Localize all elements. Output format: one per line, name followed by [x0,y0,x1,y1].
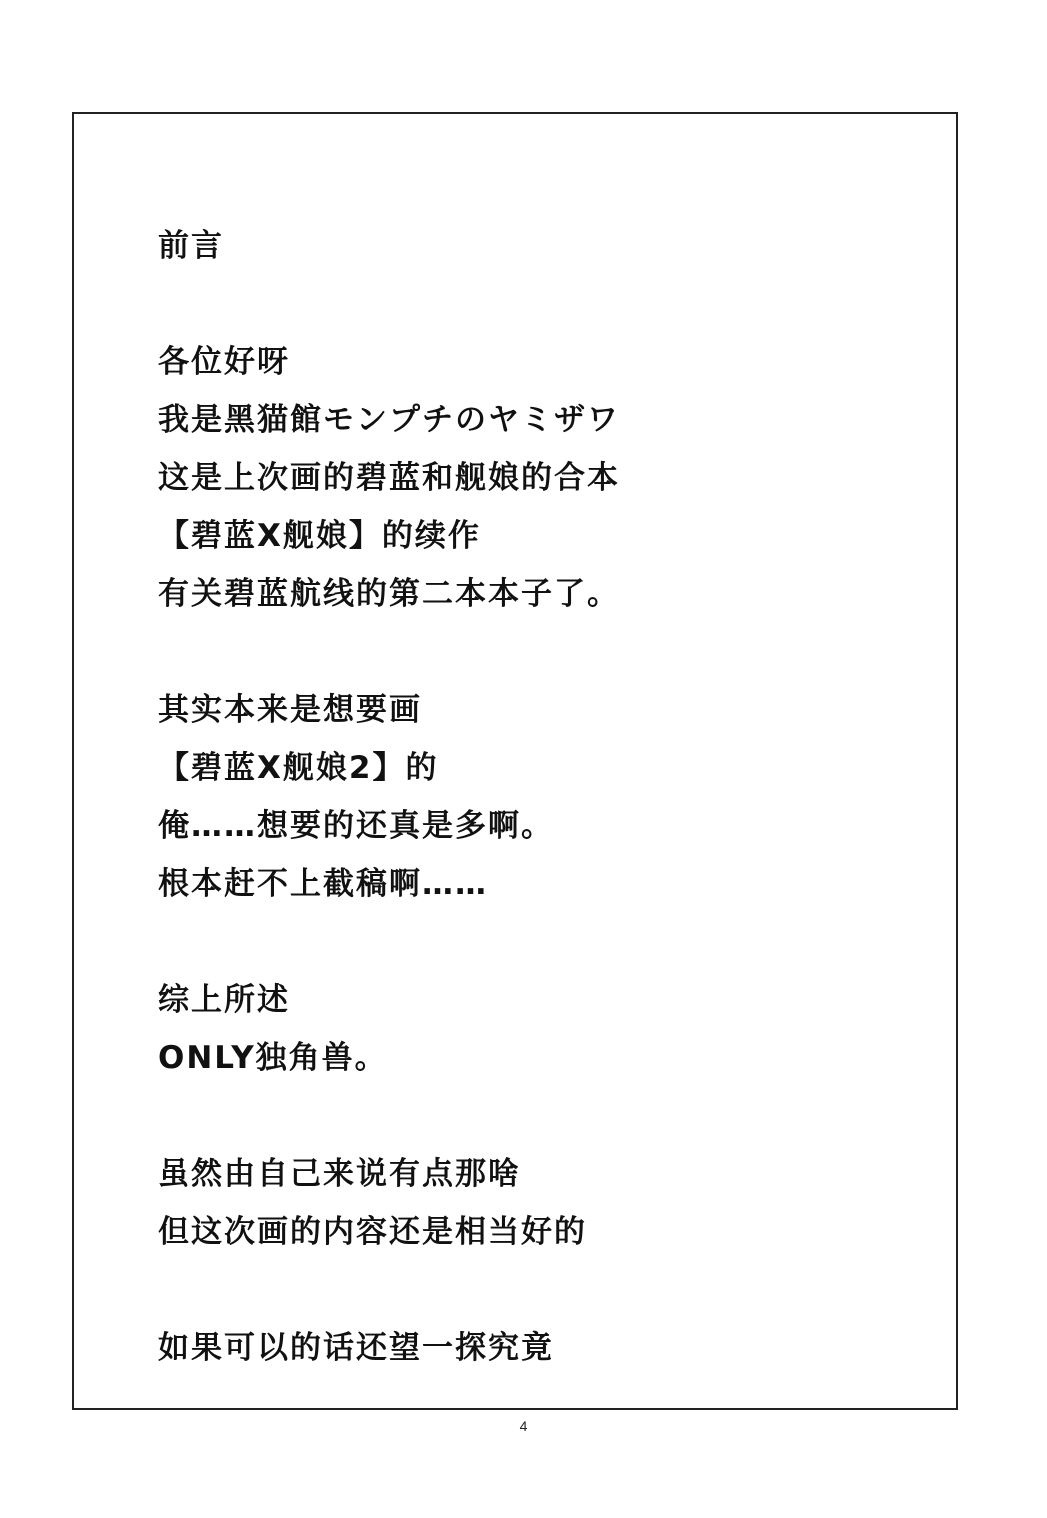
text-line: ONLY独角兽。 [158,1040,388,1076]
text-line: 但这次画的内容还是相当好的 [158,1214,587,1250]
text-line: 虽然由自己来说有点那啥 [158,1156,521,1192]
text-line: 其实本来是想要画 [158,692,422,728]
text-line: 俺……想要的还真是多啊。 [158,808,554,844]
preface-title: 前言 [158,228,224,264]
text-line: 这是上次画的碧蓝和舰娘的合本 [158,460,620,496]
page-number: 4 [519,1418,528,1434]
text-line: 【碧蓝X舰娘】的续作 [158,518,481,554]
text-line: 各位好呀 [158,344,290,380]
text-line: 我是黑猫館モンプチのヤミザワ [158,402,620,438]
text-line: 如果可以的话还望一探究竟 [158,1330,554,1366]
text-line: 有关碧蓝航线的第二本本子了。 [158,576,620,612]
text-line: 【碧蓝X舰娘2】的 [158,750,439,786]
text-line: 根本赶不上截稿啊…… [158,866,488,902]
page-frame [72,112,958,1410]
text-line: 综上所述 [158,982,290,1018]
